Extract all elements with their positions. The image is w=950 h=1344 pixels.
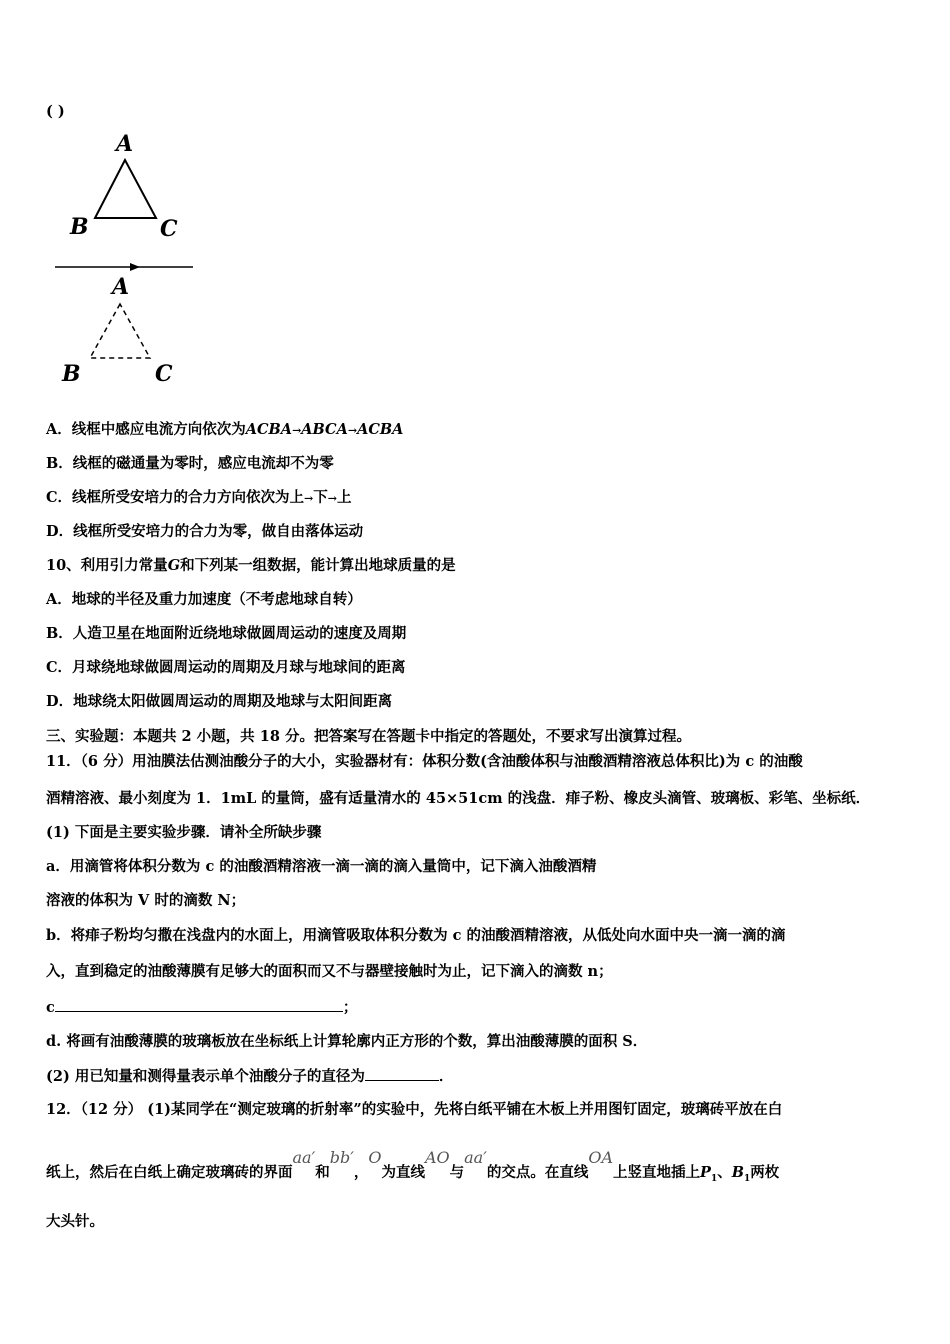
q11-line-1: 11．（6 分）用油膜法估测油酸分子的大小，实验器材有：体积分数(含油酸体积与油酸酒精溶液总体积比)为 c 的油酸 (46, 753, 803, 770)
q9-option-c: C．线框所受安培力的合力方向依次为上→下→上 (46, 489, 352, 506)
q11-step-b: b．将痱子粉均匀撒在浅盘内的水面上，用滴管吸取体积分数为 c 的油酸酒精溶液，从低处向水面中央一滴一滴的滴 (46, 927, 786, 944)
q11-step-b-cont: 入，直到稳定的油酸薄膜有足够大的面积而又不与器壁接触时为止，记下滴入的滴数 n； (46, 963, 613, 980)
label-b-top: B (70, 214, 89, 240)
q11-step-a: a．用滴管将体积分数为 c 的油酸酒精溶液一滴一滴的滴入量筒中，记下滴入油酸酒精 (46, 858, 597, 875)
solid-triangle (95, 160, 156, 218)
q10-option-d: D．地球绕太阳做圆周运动的周期及地球与太阳间距离 (46, 693, 393, 710)
label-c-top: C (160, 216, 178, 242)
q11-step-heading: (1) 下面是主要实验步骤．请补全所缺步骤 (46, 824, 322, 841)
dashed-triangle (90, 304, 150, 358)
q11-line-2: 酒精溶液、最小刻度为 1．1mL 的量筒，盛有适量清水的 45×51cm 的浅盘．痱子粉、橡皮头滴管、玻璃板、彩笔、坐标纸． (46, 790, 871, 807)
section-heading: 三、实验题：本题共 2 小题，共 18 分。把答案写在答题卡中指定的答题处，不要求写出演算过程。 (46, 728, 691, 745)
q10-option-c: C．月球绕地球做圆周运动的周期及月球与地球间的距离 (46, 659, 406, 676)
answer-paren: ( ) (46, 103, 65, 120)
q9-option-a: A．线框中感应电流方向依次为ACBA→ABCA→ACBA (46, 421, 404, 438)
q12-line-2: 纸上，然后在白纸上确定玻璃砖的界面aa′和bb′，O为直线AO与aa′的交点。在直线OA上竖直地插上$P_1$、$B_1$两枚 (46, 1148, 780, 1184)
q11-part-2: (2) 用已知量和测得量表示单个油酸分子的直径为 ． (46, 1068, 454, 1085)
q12-line-3: 大头针。 (46, 1213, 104, 1230)
diameter-blank[interactable] (365, 1066, 439, 1081)
label-a-bottom: A (112, 274, 130, 300)
q10-option-a: A．地球的半径及重力加速度（不考虑地球自转） (46, 591, 362, 608)
arrow-head (130, 263, 140, 271)
label-c-bottom: C (155, 361, 173, 387)
q10-option-b: B．人造卫星在地面附近绕地球做圆周运动的速度及周期 (46, 625, 407, 642)
q12-line-1: 12．（12 分） (1)某同学在“测定玻璃的折射率”的实验中，先将白纸平铺在木板上并用图钉固定，玻璃砖平放在白 (46, 1101, 783, 1118)
step-c-blank[interactable] (55, 997, 343, 1012)
label-b-bottom: B (62, 361, 81, 387)
q11-step-d: d. 将画有油酸薄膜的玻璃板放在坐标纸上计算轮廓内正方形的个数，算出油酸薄膜的面积 S． (46, 1033, 648, 1050)
q11-step-c: c ； (46, 999, 358, 1016)
q9-option-d: D．线框所受安培力的合力为零，做自由落体运动 (46, 523, 364, 540)
label-a-top: A (116, 131, 134, 157)
q9-option-b: B．线框的磁通量为零时，感应电流却不为零 (46, 455, 334, 472)
q11-step-a-cont: 溶液的体积为 V 时的滴数 N； (46, 892, 246, 909)
triangle-figure (50, 128, 210, 393)
q10-stem: 10、利用引力常量G和下列某一组数据，能计算出地球质量的是 (46, 557, 456, 574)
